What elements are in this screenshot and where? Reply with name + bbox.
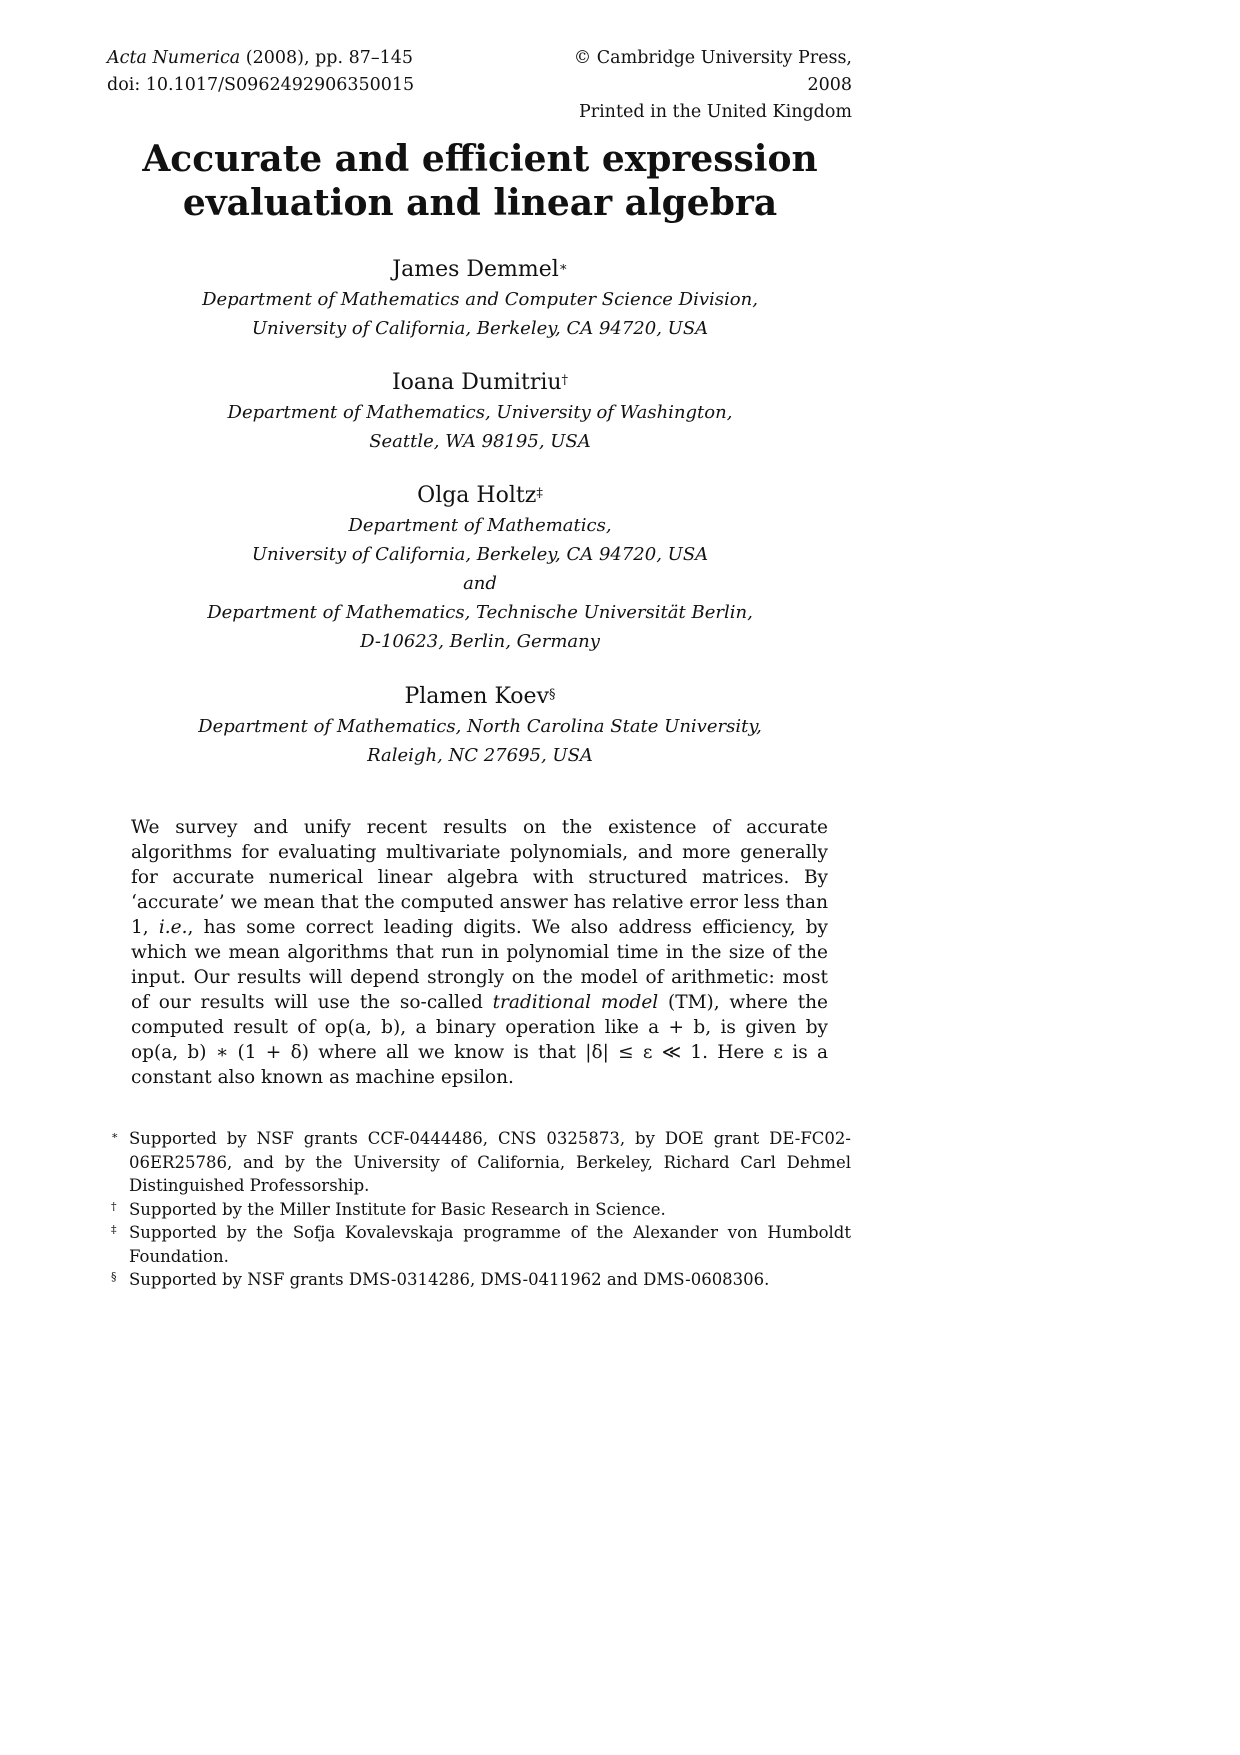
author-name: Plamen Koev§ bbox=[404, 684, 556, 709]
footnotes bbox=[111, 1127, 851, 1292]
title-line-2: evaluation and linear algebra bbox=[182, 182, 778, 224]
affiliation-line: D-10623, Berlin, Germany bbox=[360, 631, 600, 652]
footnote: ∗ Supported by NSF grants CCF-0444486, CNS 0325873, by DOE grant DE-FC02-06ER25786, and by the University of California, Berkeley, Richard Carl Dehmel Distinguished Professorship. bbox=[111, 1127, 851, 1198]
journal-header-left bbox=[107, 45, 414, 99]
author-name: Olga Holtz‡ bbox=[417, 483, 543, 508]
journal-citation bbox=[107, 45, 414, 72]
author-block-koev bbox=[130, 682, 830, 770]
affiliation-line: and bbox=[463, 573, 497, 594]
author-block-holtz bbox=[130, 481, 830, 656]
affiliation-line: University of California, Berkeley, CA 94720, USA bbox=[251, 544, 709, 565]
affiliation-line: Department of Mathematics, University of Washington, bbox=[227, 402, 733, 423]
footnote-mark: ∗ bbox=[558, 260, 568, 275]
affiliation-line: Department of Mathematics, Technische Universität Berlin, bbox=[207, 602, 753, 623]
journal-header-right bbox=[540, 45, 852, 126]
paper-title bbox=[130, 137, 830, 225]
footnote-mark: † bbox=[111, 1199, 117, 1213]
footnote-mark: § bbox=[549, 687, 556, 702]
affiliation-line: Seattle, WA 98195, USA bbox=[369, 431, 591, 452]
footnote-mark: ‡ bbox=[111, 1223, 117, 1236]
author-block-demmel bbox=[130, 255, 830, 343]
journal-volume-pages: (2008), pp. 87–145 bbox=[240, 48, 414, 68]
copyright-notice: © Cambridge University Press, 2008 bbox=[573, 48, 852, 95]
affiliation-line: Raleigh, NC 27695, USA bbox=[367, 745, 593, 766]
footnote: † Supported by the Miller Institute for Basic Research in Science. bbox=[111, 1198, 851, 1222]
footnote: ‡ Supported by the Sofja Kovalevskaja programme of the Alexander von Humboldt Foundation. bbox=[111, 1221, 851, 1268]
footnote-mark: ‡ bbox=[536, 486, 543, 501]
footnote-mark: † bbox=[561, 373, 569, 388]
footnote: § Supported by NSF grants DMS-0314286, DMS-0411962 and DMS-0608306. bbox=[111, 1268, 851, 1292]
printed-notice: Printed in the United Kingdom bbox=[578, 102, 852, 122]
author-name: Ioana Dumitriu† bbox=[391, 370, 569, 395]
author-block-dumitriu bbox=[130, 368, 830, 456]
doi: doi: 10.1017/S0962492906350015 bbox=[107, 75, 415, 95]
affiliation-line: Department of Mathematics, North Carolina State University, bbox=[198, 716, 762, 737]
journal-name: Acta Numerica bbox=[107, 48, 241, 68]
affiliation-line: University of California, Berkeley, CA 94720, USA bbox=[251, 318, 709, 339]
title-line-1: Accurate and efficient expression bbox=[142, 138, 818, 180]
abstract: We survey and unify recent results on the existence of accurate algorithms for evaluating multivariate polynomials, and more generally for accurate numerical linear algebra with structured matrices. By ‘accurate’ we mean that the computed answer has relative error less than 1, i.e., has some correct leading digits. We also address efficiency, by which we mean algorithms that run in polynomial time in the size of the input. Our results will depend strongly on the model of arithmetic: most of our results will use the so-called traditional model (TM), where the computed result of op(a, b), a binary operation like a + b, is given by op(a, b) ∗ (1 + δ) where all we know is that |δ| ≤ ε ≪ 1. Here ε is a constant also known as machine epsilon. bbox=[131, 817, 829, 1088]
author-name: James Demmel∗ bbox=[392, 257, 568, 282]
footnote-mark: ∗ bbox=[111, 1129, 119, 1142]
footnote-mark: § bbox=[111, 1270, 117, 1283]
affiliation-line: Department of Mathematics and Computer Science Division, bbox=[202, 289, 758, 310]
affiliation-line: Department of Mathematics, bbox=[348, 515, 612, 536]
